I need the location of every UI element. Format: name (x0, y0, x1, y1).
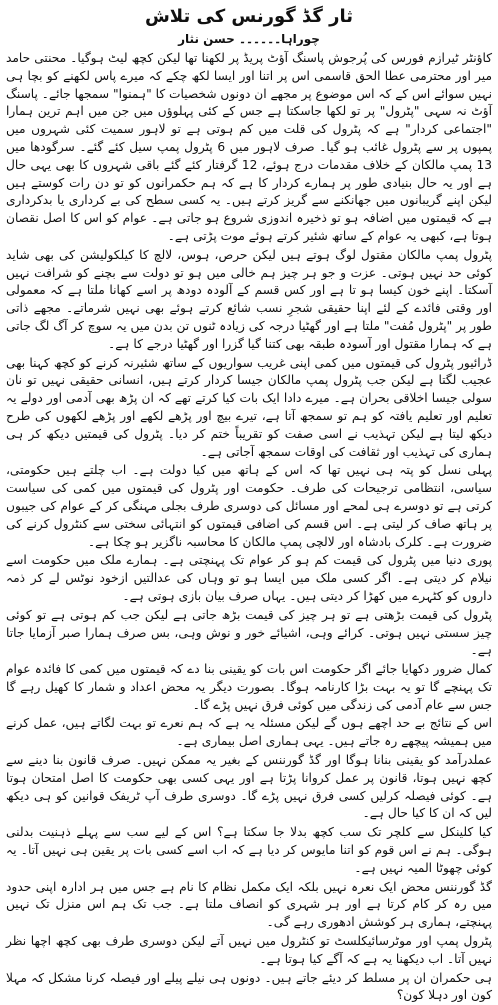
body-paragraph: ڈرائیور پٹرول کی قیمتوں میں کمی اپنی غریب سواریوں کے ساتھ شئیرنہ کرنے کو کچھ کہنا بھی عجیب لگتا ہے لیکن جب پٹرول پمپ مالکان جیسا کردار کرتے ہیں، انسانی حقیقی نہیں تو نان سولی جیسا اخلاقی بحران ہے۔ میرے دادا ایک بات کیا کرتے تھے کہ ان پڑھ بھی آدمی اور دولے یہ تعلیم اور تعلیم یافتہ کو ہم تو سمجھ آتا ہے، تیرے بیچ اور پڑھے لکھے اور پڑھے لکھوں کی طرح دیکھ لیتا ہے لیکن تہذیب نے اسی صفت کو تقریباً ختم کر دیا۔ پٹرول کی قیمتیں دیکھ کر ہی ہماری کی تہذیب اور ثقافت کی اوقات سمجھ آجاتی ہے۔ (6, 355, 492, 459)
body-paragraph: کاؤنٹر ٹیرازم فورس کی پُرجوش پاسنگ آؤٹ پریڈ پر لکھنا تھا لیکن کچھ لیٹ ہوگیا۔ محنتی حامد میر اور محترمی عطا الحق قاسمی اس پر اتنا اور ایسا لکھ چکے کہ میرے پاس لکھنے کو بچا ہی نہیں سوائے اس کے کہ اس موضوع پر مجھے ان دونوں شخصیات کا "ہمنوا" سمجھا جائے۔ پاسنگ آؤٹ نہ سہی "پٹرول" پر تو لکھا جاسکتا ہے جس کے کئی پہلوؤں میں جن میں اہم ترین ہمارا "اجتماعی کردار" ہے کہ پٹرول کی قلت میں کم ہوتی ہے تو لاہور سمیت کئی شہروں میں پمپوں پر سے پٹرول غائب ہو گیا۔ صرف لاہور میں 6 پٹرول پمپ سیل کئے گئے۔ سرگودھا میں 13 پمپ مالکان کے خلاف مقدمات درج ہوئے، 12 گرفتار کئے گئے باقی شہروں کا بھی یہی حال ہے اور یہ حال بنیادی طور پر ہمارے کردار کا ہے کہ ہم حکمرانوں کو تو دن رات کوستے ہیں لیکن اپنے گریبانوں میں جھانکنے سے گریز کرتے ہیں۔ یہ کسی سطح کی بے کرداری یا بدکرداری ہے کہ قیمتوں میں اضافہ ہو تو ذخیرہ اندوزی شروع ہو جاتی ہے۔ عوام کو اس کا اصل نقصان ہوتا ہے، کبھی یہ عوام کے ساتھ شئیر کرتے ہوئے موت پڑتی ہے۔ (6, 51, 492, 243)
body-paragraph: عملدرآمد کو یقینی بنانا ہوگا اور گڈ گورننس کے بغیر یہ ممکن نہیں۔ صرف قانون بنا دینے سے کچھ نہیں ہوتا، قانون پر عمل کروانا پڑتا ہے اور یہی کسی بھی حکومت کا اصل امتحان ہوتا ہے۔ کوئی فیصلہ کرلیں کسی فرق نہیں پڑے گا۔ دوسری طرف آپ ٹریفک قوانین کو ہی دیکھ لیں کہ ان کا کیا حال ہے۔ (6, 753, 492, 821)
column-body (6, 50, 492, 1005)
body-paragraph: اس کے نتائج بے حد اچھے ہوں گے لیکن مسئلہ یہ ہے کہ ہم نعرے تو بہت لگاتے ہیں، عمل کرنے میں ہمیشہ پیچھے رہ جاتے ہیں۔ یہی ہماری اصل بیماری ہے۔ (6, 716, 492, 749)
body-paragraph: گڈ گورننس محض ایک نعرہ نہیں بلکہ ایک مکمل نظام کا نام ہے جس میں ہر ادارہ اپنی حدود میں رہ کر کام کرتا ہے اور ہر شہری کو انصاف ملتا ہے۔ جب تک ہم اس منزل تک نہیں پہنچتے، ہماری ہر کوشش ادھوری رہے گی۔ (6, 879, 492, 930)
column-title: ثار گڈ گورنس کی تلاش (144, 6, 354, 27)
body-paragraph: پہلی نسل کو پتہ ہی نہیں تھا کہ اس کے ہاتھ میں کیا دولت ہے۔ اب چلتے ہیں حکومتی، سیاسی، انتظامی ترجیحات کی طرف۔ حکومت اور پٹرول کی قیمتوں میں کمی کی سیاست کرتی ہے تو دوسرے ہی لمحے اور مسائل کی دوسری طرف بجلی مہنگی کر کے عوام کی جیبوں پر ہاتھ صاف کر لیتی ہے۔ اس قسم کی اضافی قیمتوں کو انتہائی سختی سے کنٹرول کرنے کی ضرورت ہے۔ کلرک بادشاہ اور لالچی پمپ مالکان کا محاسبہ ناگزیر ہو چکا ہے۔ (6, 463, 492, 549)
body-paragraph: پٹرول کی قیمت بڑھتی ہے تو ہر چیز کی قیمت بڑھ جاتی ہے لیکن جب کم ہوتی ہے تو کوئی چیز سستی نہیں ہوتی۔ کرائے وہی، اشیائے خور و نوش وہی، بس صرف ہمارا صبر آزمایا جاتا ہے۔ (6, 607, 492, 658)
body-paragraph: ہی حکمران ان پر مسلط کر دیئے جاتے ہیں۔ دونوں ہی نیلے پیلے اور فیصلہ کرنا مشکل کہ مہلا کون اور دہلا کون؟ (6, 970, 492, 1003)
body-paragraph: کمال ضرور دکھایا جائے اگر حکومت اس بات کو یقینی بنا دے کہ قیمتوں میں کمی کا فائدہ عوام تک پہنچے گا تو یہ بہت بڑا کارنامہ ہوگا۔ بصورت دیگر یہ محض اعداد و شمار کا کھیل رہے گا جس سے عام آدمی کی زندگی میں کوئی فرق نہیں پڑے گا۔ (6, 662, 492, 712)
body-paragraph: پٹرول پمپ اور موٹرسائیکلسٹ تو کنٹرول میں نہیں آتے لیکن دوسری طرف بھی کچھ اچھا نظر نہیں آتا۔ اب دیکھنا یہ ہے کہ آگے کیا ہوتا ہے۔ (6, 934, 492, 966)
body-paragraph: پوری دنیا میں پٹرول کی قیمت کم ہو کر عوام تک پہنچتی ہے۔ ہمارے ملک میں حکومت اسے نیلام کر دیتی ہے۔ اگر کسی ملک میں ایسا ہو تو وہاں کی عدالتیں ازخود نوٹس لے کر ذمہ داروں کو کٹہرے میں کھڑا کر دیتی ہیں۔ یہاں صرف بیان بازی ہوتی ہے۔ (6, 553, 492, 603)
column-byline: چوراہا۔۔۔۔۔۔ حسن نثار (178, 32, 320, 46)
body-paragraph: کیا کلینکل سے کلچر تک سب کچھ بدلا جا سکتا ہے؟ اس کے لیے سب سے پہلے ذہنیت بدلنی ہوگی۔ ہم نے اس قوم کو اتنا مایوس کر دیا ہے کہ اب اسے کسی بات پر یقین ہی نہیں آتا۔ یہ کوئی چھوٹا المیہ نہیں ہے۔ (6, 825, 492, 875)
body-paragraph: پٹرول پمپ مالکان مقتول لوگ ہوتے ہیں لیکن حرص، ہوس، لالچ کا کیلکولیشن کی بھی شاید کوئی حد نہیں ہوتی۔ عزت و جو ہر چیز ہم خالی میں ہو تو دولت سے بچنے کو شرافت نہیں آسکتا۔ اپنے خون کیسا ہو تا ہے اور کس قسم کے آلودہ دودھ پر اسے کھانا ملتا ہے کہ معمولی اور وقتی فائدے کے لئے اپنا حقیقی شجرِ نسب شائع کرتے ہوئے بھی نہیں شرماتے۔ مجھے ذاتی طور پر "پٹرول مُفت" ملتا ہے اور گھٹیا درجہ کی زیادہ ٹنوں تن بدن میں یہ سوچ کر آگ لگ جاتی ہے کہ ہمارا مقتول اور آسودہ طبقہ بھی کتنا گیا گزرا اور گھٹیا درجے کا ہے۔ (6, 247, 492, 351)
